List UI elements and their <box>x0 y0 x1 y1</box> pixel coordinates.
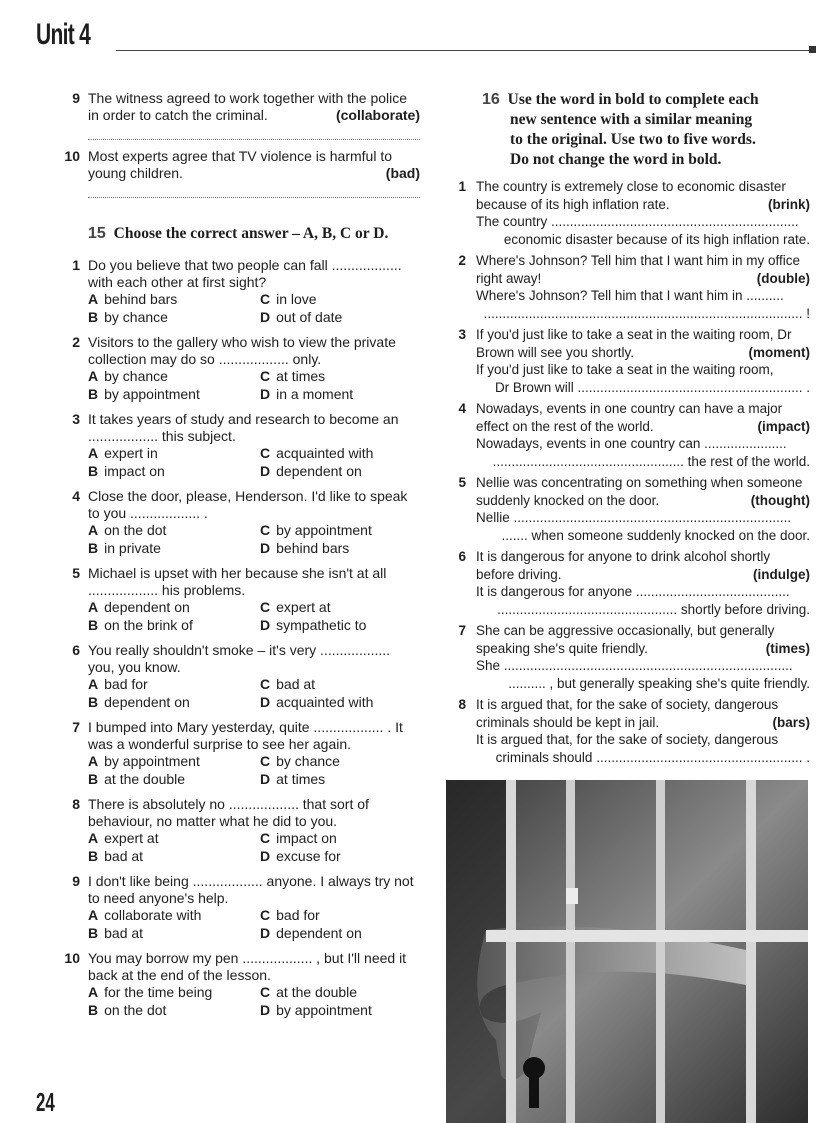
option-d-text: out of date <box>276 309 343 325</box>
key-word: (indulge) <box>753 566 810 582</box>
ex16-question-6 <box>452 548 810 618</box>
option-a-text: collaborate with <box>104 907 202 923</box>
option-d-text: dependent on <box>276 463 362 479</box>
option-d[interactable]: D behind bars <box>260 540 350 556</box>
option-b[interactable]: B on the dot <box>88 1002 167 1018</box>
option-a[interactable]: A by appointment <box>88 753 200 769</box>
option-b[interactable]: B at the double <box>88 771 186 787</box>
question-number: 7 <box>458 623 466 638</box>
question-number: 9 <box>72 873 80 889</box>
answer-options <box>88 753 420 788</box>
option-a[interactable]: A for the time being <box>88 984 213 1000</box>
answer-line-2[interactable]: criminals should ....................................................... . <box>495 749 810 765</box>
question-text: There is absolutely no .................. that sort of behaviour, no matter what he did to you. <box>88 796 369 829</box>
answer-line-2[interactable]: ..................................................................................... ! <box>483 305 810 321</box>
question-number: 2 <box>72 334 80 350</box>
question-text: It takes years of study and research to become an .................. this subject. <box>88 411 399 444</box>
answer-options <box>88 291 420 326</box>
option-c-text: acquainted with <box>276 445 374 461</box>
answer-line-1[interactable]: If you'd just like to take a seat in the waiting room, <box>476 362 774 377</box>
exercise-instruction: Choose the correct answer – A, B, C or D. <box>113 225 389 242</box>
ex14-question-10 <box>58 148 420 198</box>
question-number: 7 <box>72 719 80 735</box>
option-b-text: at the double <box>104 771 186 787</box>
option-b[interactable]: B in private <box>88 540 161 556</box>
option-a-text: expert at <box>104 830 159 846</box>
question-text: It is argued that, for the sake of society, dangerous criminals should be kept in jail. <box>476 697 779 730</box>
ex15-question-10 <box>58 950 420 1019</box>
answer-line-2[interactable]: economic disaster because of its high inflation rate. <box>503 231 810 247</box>
question-number: 1 <box>72 257 80 273</box>
key-word: (thought) <box>750 492 810 508</box>
option-a-text: bad for <box>104 676 148 692</box>
answer-line-1[interactable]: It is argued that, for the sake of society, dangerous <box>476 732 779 747</box>
answer-line-2[interactable]: Dr Brown will ............................................................ . <box>494 379 810 395</box>
left-column <box>58 90 420 1027</box>
hand-behind-bars-illustration <box>446 780 808 1123</box>
ex15-question-8 <box>58 796 420 865</box>
answer-line-1[interactable]: Where's Johnson? Tell him that I want him in .......... <box>476 288 784 303</box>
answer-options <box>88 676 420 711</box>
page-number: 24 <box>36 1087 55 1117</box>
header-rule-end <box>809 46 816 53</box>
header-rule <box>116 50 816 51</box>
option-a[interactable]: A expert at <box>88 830 159 846</box>
question-number: 2 <box>458 253 466 268</box>
option-d-text: in a moment <box>276 386 354 402</box>
option-a[interactable]: A dependent on <box>88 599 190 615</box>
option-d[interactable]: D acquainted with <box>260 694 374 710</box>
option-b[interactable]: B by appointment <box>88 386 200 402</box>
key-word: (double) <box>756 270 810 286</box>
option-b-text: by chance <box>104 309 168 325</box>
question-number: 1 <box>458 179 466 194</box>
option-a[interactable]: A behind bars <box>88 291 178 307</box>
option-c-text: at times <box>276 368 326 384</box>
option-c[interactable]: C at times <box>260 368 326 384</box>
right-column <box>452 90 810 770</box>
option-a-text: for the time being <box>104 984 213 1000</box>
ex16-question-4 <box>452 400 810 470</box>
option-d-text: sympathetic to <box>276 617 367 633</box>
answer-line-1[interactable]: It is dangerous for anyone ......................................... <box>476 584 790 599</box>
option-a-text: behind bars <box>104 291 178 307</box>
option-b[interactable]: B on the brink of <box>88 617 193 633</box>
option-c-text: by appointment <box>276 522 372 538</box>
question-text: Nellie was concentrating on something when someone suddenly knocked on the door. <box>476 475 803 508</box>
answer-options <box>88 522 420 557</box>
question-number: 8 <box>72 796 80 812</box>
answer-line-1[interactable]: Nellie .......................................................................... <box>476 510 792 525</box>
question-number: 9 <box>72 90 80 106</box>
answer-line-1[interactable]: The country .................................................................. <box>476 214 799 229</box>
question-text: If you'd just like to take a seat in the waiting room, Dr Brown will see you shortly. <box>476 327 792 360</box>
answer-line-2[interactable]: .......... , but generally speaking she's quite friendly. <box>508 675 810 691</box>
option-d[interactable]: D sympathetic to <box>260 617 367 633</box>
ex15-question-1 <box>58 257 420 326</box>
option-b[interactable]: B by chance <box>88 309 168 325</box>
key-word: (collaborate) <box>335 107 420 123</box>
option-b-text: on the brink of <box>104 617 193 633</box>
question-number: 10 <box>64 950 80 966</box>
option-b-text: bad at <box>104 925 144 941</box>
question-text: Do you believe that two people can fall .................. with each other at first sight? <box>88 257 402 290</box>
exercise-instruction-line: new sentence with a similar meaning <box>510 111 753 128</box>
exercise-number: 15 <box>88 225 106 242</box>
answer-line-2[interactable]: ................................................ shortly before driving. <box>497 601 810 617</box>
option-a-text: by appointment <box>104 753 200 769</box>
option-d-text: dependent on <box>276 925 362 941</box>
exercise-number: 16 <box>482 91 500 108</box>
option-c-text: in love <box>276 291 317 307</box>
option-c-text: by chance <box>276 753 340 769</box>
option-a[interactable]: A collaborate with <box>88 907 202 923</box>
ex15-question-7 <box>58 719 420 788</box>
key-word: (brink) <box>768 196 810 212</box>
option-d[interactable]: D dependent on <box>260 463 362 479</box>
question-text: Michael is upset with her because she isn't at all .................. his problems. <box>88 565 387 598</box>
option-c[interactable]: C at the double <box>260 984 358 1000</box>
ex16-question-7 <box>452 622 810 692</box>
question-number: 3 <box>458 327 466 342</box>
answer-line-1[interactable]: She ............................................................................. <box>476 658 793 673</box>
question-text: You may borrow my pen .................. , but I'll need it back at the end of the lesson. <box>88 950 407 983</box>
ex16-question-2 <box>452 252 810 322</box>
option-a[interactable]: A expert in <box>88 445 158 461</box>
ex15-question-3 <box>58 411 420 480</box>
exercise-15-questions <box>58 257 420 1019</box>
option-d[interactable]: D excuse for <box>260 848 341 864</box>
option-a[interactable]: A by chance <box>88 368 168 384</box>
option-c-text: expert at <box>276 599 331 615</box>
option-d[interactable]: D by appointment <box>260 1002 372 1018</box>
option-b[interactable]: B bad at <box>88 848 144 864</box>
option-a-text: dependent on <box>104 599 190 615</box>
question-text: Nowadays, events in one country can have a major effect on the rest of the world. <box>476 401 783 434</box>
option-b-text: dependent on <box>104 694 190 710</box>
answer-line-2[interactable]: ....... when someone suddenly knocked on the door. <box>501 527 810 543</box>
ex15-question-6 <box>58 642 420 711</box>
question-text: I don't like being .................. anyone. I always try not to need anyone's help. <box>88 873 414 906</box>
question-text: She can be aggressive occasionally, but generally speaking she's quite friendly. <box>476 623 775 656</box>
option-b-text: by appointment <box>104 386 200 402</box>
answer-line[interactable] <box>88 186 420 198</box>
question-number: 8 <box>458 697 466 712</box>
question-number: 5 <box>72 565 80 581</box>
question-text: Most experts agree that TV violence is harmful to young children. <box>88 148 392 181</box>
option-c[interactable]: C expert at <box>260 599 331 615</box>
option-a-text: on the dot <box>104 522 167 538</box>
answer-options <box>88 830 420 865</box>
answer-options <box>88 984 420 1019</box>
exercise-16-questions <box>452 178 810 766</box>
option-d[interactable]: D in a moment <box>260 386 354 402</box>
question-text: Visitors to the gallery who wish to view the private collection may do so .................. only. <box>88 334 396 367</box>
option-b[interactable]: B dependent on <box>88 694 190 710</box>
answer-options <box>88 368 420 403</box>
question-number: 10 <box>64 148 80 164</box>
question-number: 3 <box>72 411 80 427</box>
option-c-text: at the double <box>276 984 358 1000</box>
question-number: 6 <box>72 642 80 658</box>
question-text: I bumped into Mary yesterday, quite .................. . It was a wonderful surprise to see her again. <box>88 719 403 752</box>
option-c[interactable]: C bad for <box>260 907 320 923</box>
ex16-question-3 <box>452 326 810 396</box>
exercise-16-title <box>482 90 810 170</box>
exercise-instruction-line: Do not change the word in bold. <box>510 151 722 168</box>
option-d-text: behind bars <box>276 540 350 556</box>
question-number: 4 <box>72 488 80 504</box>
answer-options <box>88 907 420 942</box>
option-d[interactable]: D at times <box>260 771 326 787</box>
question-text: It is dangerous for anyone to drink alcohol shortly before driving. <box>476 549 771 582</box>
option-a-text: expert in <box>104 445 158 461</box>
option-b[interactable]: B bad at <box>88 925 144 941</box>
key-word: (moment) <box>748 344 810 360</box>
question-number: 5 <box>458 475 466 490</box>
answer-line-2[interactable]: ................................................... the rest of the world. <box>492 453 810 469</box>
option-c-text: impact on <box>276 830 337 846</box>
answer-options <box>88 599 420 634</box>
ex15-question-5 <box>58 565 420 634</box>
answer-line[interactable] <box>88 128 420 140</box>
ex16-question-1 <box>452 178 810 248</box>
option-b-text: impact on <box>104 463 165 479</box>
option-c[interactable]: C bad at <box>260 676 316 692</box>
option-b-text: in private <box>104 540 161 556</box>
key-word: (bars) <box>772 714 810 730</box>
answer-options <box>88 445 420 480</box>
option-c[interactable]: C impact on <box>260 830 337 846</box>
option-b-text: bad at <box>104 848 144 864</box>
exercise-instruction-line: to the original. Use two to five words. <box>510 131 756 148</box>
option-d-text: by appointment <box>276 1002 372 1018</box>
question-text: Where's Johnson? Tell him that I want him in my office right away! <box>476 253 800 286</box>
option-d-text: excuse for <box>276 848 341 864</box>
key-word: (bad) <box>385 165 420 181</box>
option-c[interactable]: C acquainted with <box>260 445 374 461</box>
question-text: You really shouldn't smoke – it's very .................. you, you know. <box>88 642 391 675</box>
ex14-question-9 <box>58 90 420 140</box>
key-word: (times) <box>765 640 810 656</box>
option-c[interactable]: C by appointment <box>260 522 372 538</box>
answer-line-1[interactable]: Nowadays, events in one country can ...................... <box>476 436 787 451</box>
option-c[interactable]: C in love <box>260 291 317 307</box>
option-d[interactable]: D out of date <box>260 309 343 325</box>
ex15-question-2 <box>58 334 420 403</box>
option-a[interactable]: A bad for <box>88 676 148 692</box>
question-number: 4 <box>458 401 466 416</box>
ex15-question-9 <box>58 873 420 942</box>
question-text: Close the door, please, Henderson. I'd like to speak to you .................. . <box>88 488 408 521</box>
option-b-text: on the dot <box>104 1002 167 1018</box>
option-d-text: at times <box>276 771 326 787</box>
option-c[interactable]: C by chance <box>260 753 340 769</box>
prison-bars-photo <box>446 780 808 1123</box>
key-word: (impact) <box>757 418 810 434</box>
question-text: The country is extremely close to economic disaster because of its high inflation rate. <box>476 179 786 212</box>
option-c-text: bad for <box>276 907 320 923</box>
ex16-question-5 <box>452 474 810 544</box>
option-a[interactable]: A on the dot <box>88 522 167 538</box>
exercise-instruction-line: Use the word in bold to complete each <box>507 91 759 108</box>
option-d-text: acquainted with <box>276 694 374 710</box>
option-d[interactable]: D dependent on <box>260 925 362 941</box>
ex16-question-8 <box>452 696 810 766</box>
question-text: The witness agreed to work together with the police in order to catch the criminal. <box>88 90 408 123</box>
unit-heading: Unit 4 <box>36 18 91 51</box>
option-c-text: bad at <box>276 676 316 692</box>
question-number: 6 <box>458 549 466 564</box>
option-b[interactable]: B impact on <box>88 463 165 479</box>
exercise-15-title <box>88 224 420 243</box>
option-a-text: by chance <box>104 368 168 384</box>
ex15-question-4 <box>58 488 420 557</box>
